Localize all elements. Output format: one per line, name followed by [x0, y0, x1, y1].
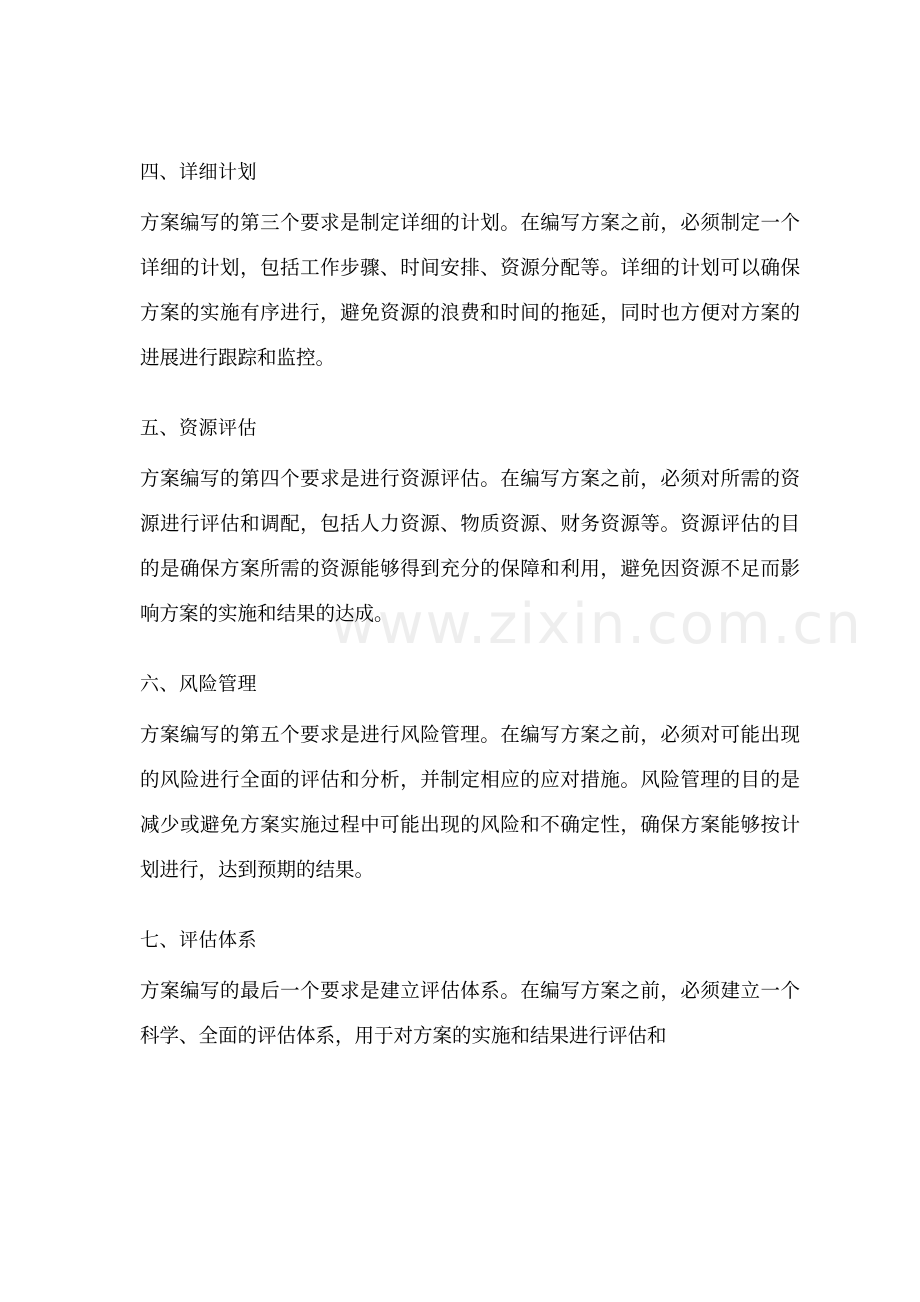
section-risk-management	[140, 672, 800, 892]
section-heading: 七、评估体系	[140, 929, 258, 951]
section-heading: 五、资源评估	[140, 417, 258, 439]
section-paragraph: 方案编写的第五个要求是进行风险管理。在编写方案之前，必须对可能出现的风险进行全面的评估和分析，并制定相应的应对措施。风险管理的目的是减少或避免方案实施过程中可能出现的风险和不确定性，确保方案能够按计划进行，达到预期的结果。	[140, 723, 800, 881]
section-heading: 六、风险管理	[140, 673, 258, 695]
section-heading: 四、详细计划	[140, 161, 258, 183]
document-content	[140, 160, 863, 1094]
watermark: www.zixin.com.cn	[330, 592, 863, 657]
section-paragraph: 方案编写的第三个要求是制定详细的计划。在编写方案之前，必须制定一个详细的计划，包括工作步骤、时间安排、资源分配等。详细的计划可以确保方案的实施有序进行，避免资源的浪费和时间的拖延，同时也方便对方案的进展进行跟踪和监控。	[140, 211, 800, 369]
section-resource-assessment	[140, 416, 800, 636]
section-paragraph: 方案编写的第四个要求是进行资源评估。在编写方案之前，必须对所需的资源进行评估和调配，包括人力资源、物质资源、财务资源等。资源评估的目的是确保方案所需的资源能够得到充分的保障和利用，避免因资源不足而影响方案的实施和结果的达成。	[140, 467, 800, 625]
section-evaluation-system	[140, 928, 800, 1058]
section-detailed-plan	[140, 160, 800, 380]
section-paragraph: 方案编写的最后一个要求是建立评估体系。在编写方案之前，必须建立一个科学、全面的评估体系，用于对方案的实施和结果进行评估和	[140, 979, 800, 1047]
